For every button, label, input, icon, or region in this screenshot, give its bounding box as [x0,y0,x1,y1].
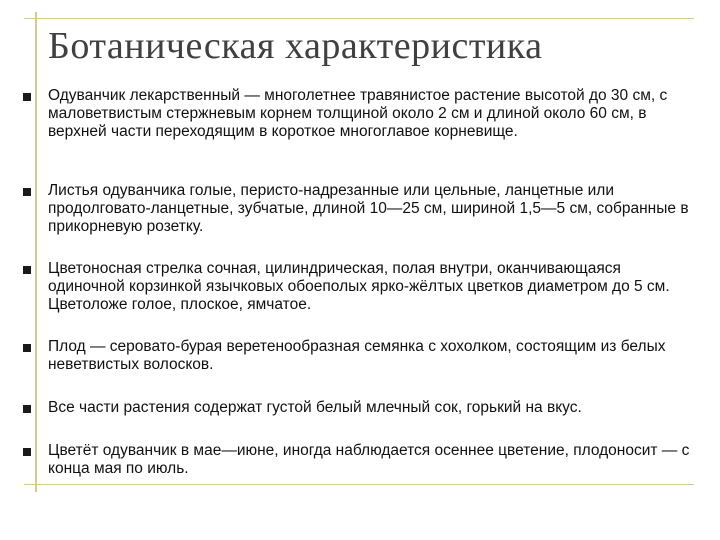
bullet-text: Одуванчик лекарственный — многолетнее травянистое растение высотой до 30 см, с маловетвистым стержневым корнем толщиной около 2 см и длиной около 60 см, в верхней части переходящим в короткое многоглавое корневище. [48,87,668,140]
bullet-text: Плод — серовато-бурая веретенообразная семянка с хохолком, состоящим из белых неветвистых волосков. [48,338,666,373]
square-bullet-icon [23,93,31,101]
slide-title: Ботаническая характеристика [48,25,543,67]
bullet-text: Все части растения содержат густой белый млечный сок, горький на вкус. [48,399,582,416]
square-bullet-icon [23,188,31,196]
square-bullet-icon [23,448,31,456]
square-bullet-icon [23,266,31,274]
bullet-text: Цветёт одуванчик в мае—июне, иногда наблюдается осеннее цветение, плодоносит — с конца мая по июль. [48,442,690,477]
square-bullet-icon [23,344,31,352]
bullet-text: Листья одуванчика голые, перисто-надрезанные или цельные, ланцетные или продолговато-ланцетные, зубчатые, длиной 10—25 см, шириной 1,5—5 см, собранные в прикорневую розетку. [48,182,689,235]
bullet-text: Цветоносная стрелка сочная, цилиндрическая, полая внутри, оканчивающаяся одиночной корзинкой язычковых обоеполых ярко-жёлтых цветков диаметром до 5 см. Цветоложе голое, плоское, ямчатое. [48,260,670,313]
square-bullet-icon [23,405,31,413]
decorative-bottom-line [24,484,694,485]
